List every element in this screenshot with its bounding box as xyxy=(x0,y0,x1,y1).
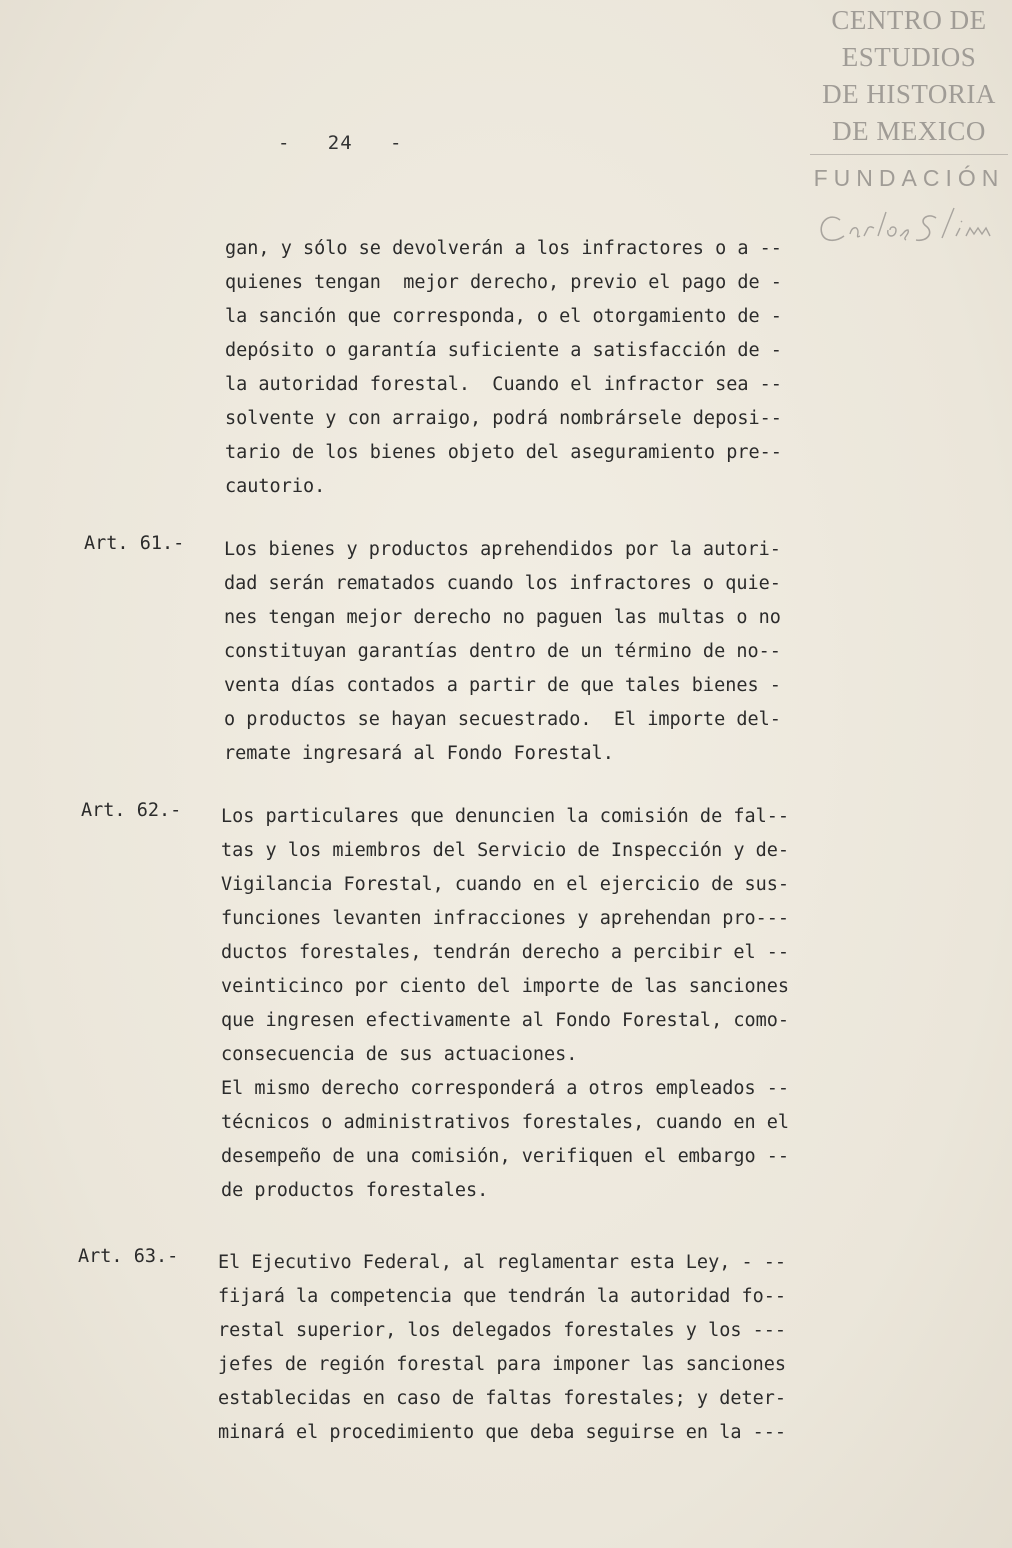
stamp-line-2: ESTUDIOS xyxy=(841,42,977,72)
paragraph-line: gan, y sólo se devolverán a los infractores o a -- xyxy=(225,238,782,259)
paragraph-line: minará el procedimiento que deba seguirse en la --- xyxy=(218,1422,787,1443)
paragraph-line: quienes tengan mejor derecho, previo el pago de - xyxy=(225,272,782,293)
paragraph-line: consecuencia de sus actuaciones. xyxy=(221,1044,578,1065)
paragraph-line: la sanción que corresponda, o el otorgamiento de - xyxy=(225,306,782,327)
paragraph-line: El mismo derecho corresponderá a otros empleados -- xyxy=(221,1078,790,1099)
article-63-text xyxy=(218,1246,786,1450)
stamp-line-4: DE MEXICO xyxy=(832,116,986,146)
stamp-line-1: CENTRO DE xyxy=(831,5,987,35)
article-62-text xyxy=(221,800,789,1208)
stamp-divider xyxy=(810,154,1008,155)
paragraph-line: dad serán rematados cuando los infractores o quie- xyxy=(224,573,781,594)
paragraph-line: ductos forestales, tendrán derecho a percibir el -- xyxy=(221,942,790,963)
paragraph-line: solvente y con arraigo, podrá nombrársele deposi-- xyxy=(225,408,782,429)
stamp-foundation: FUNDACIÓN xyxy=(813,165,1005,191)
paragraph-line: jefes de región forestal para imponer las sanciones xyxy=(218,1354,787,1375)
paragraph-line: remate ingresará al Fondo Forestal. xyxy=(224,743,614,764)
paragraph-line: establecidas en caso de faltas forestales; y deter- xyxy=(218,1388,787,1409)
stamp-line-3: DE HISTORIA xyxy=(822,79,996,109)
article-label: Art. 63.- xyxy=(78,1246,179,1267)
paragraph-line: cautorio. xyxy=(225,476,326,497)
page-number: - 24 - xyxy=(278,132,403,154)
paragraph-line: de productos forestales. xyxy=(221,1180,489,1201)
continuation-paragraph xyxy=(225,232,782,504)
paragraph-line: depósito o garantía suficiente a satisfacción de - xyxy=(225,340,782,361)
article-label: Art. 62.- xyxy=(81,800,182,821)
paragraph-line: nes tengan mejor derecho no paguen las multas o no xyxy=(224,607,781,628)
paragraph-line: la autoridad forestal. Cuando el infractor sea -- xyxy=(225,374,782,395)
paragraph-line: técnicos o administrativos forestales, cuando en el xyxy=(221,1112,790,1133)
paragraph-line: Los bienes y productos aprehendidos por la autori- xyxy=(224,539,781,560)
paragraph-line: constituyan garantías dentro de un término de no-- xyxy=(224,641,781,662)
paragraph-line: tas y los miembros del Servicio de Inspección y de- xyxy=(221,840,790,861)
article-61-text xyxy=(224,533,781,771)
paragraph-line: desempeño de una comisión, verifiquen el embargo -- xyxy=(221,1146,790,1167)
paragraph-line: Los particulares que denuncien la comisión de fal-- xyxy=(221,806,790,827)
archive-stamp xyxy=(806,2,1012,193)
article-label: Art. 61.- xyxy=(84,533,185,554)
paragraph-line: tario de los bienes objeto del aseguramiento pre-- xyxy=(225,442,782,463)
paragraph-line: fijará la competencia que tendrán la autoridad fo-- xyxy=(218,1286,787,1307)
paragraph-line: que ingresen efectivamente al Fondo Forestal, como- xyxy=(221,1010,790,1031)
paragraph-line: Vigilancia Forestal, cuando en el ejercicio de sus- xyxy=(221,874,790,895)
paragraph-line: restal superior, los delegados forestales y los --- xyxy=(218,1320,787,1341)
stamp-signature xyxy=(812,200,1012,252)
paragraph-line: o productos se hayan secuestrado. El importe del- xyxy=(224,709,781,730)
paragraph-line: funciones levanten infracciones y aprehendan pro--- xyxy=(221,908,790,929)
paragraph-line: venta días contados a partir de que tales bienes - xyxy=(224,675,781,696)
paragraph-line: El Ejecutivo Federal, al reglamentar esta Ley, - -- xyxy=(218,1252,787,1273)
paragraph-line: veinticinco por ciento del importe de las sanciones xyxy=(221,976,790,997)
